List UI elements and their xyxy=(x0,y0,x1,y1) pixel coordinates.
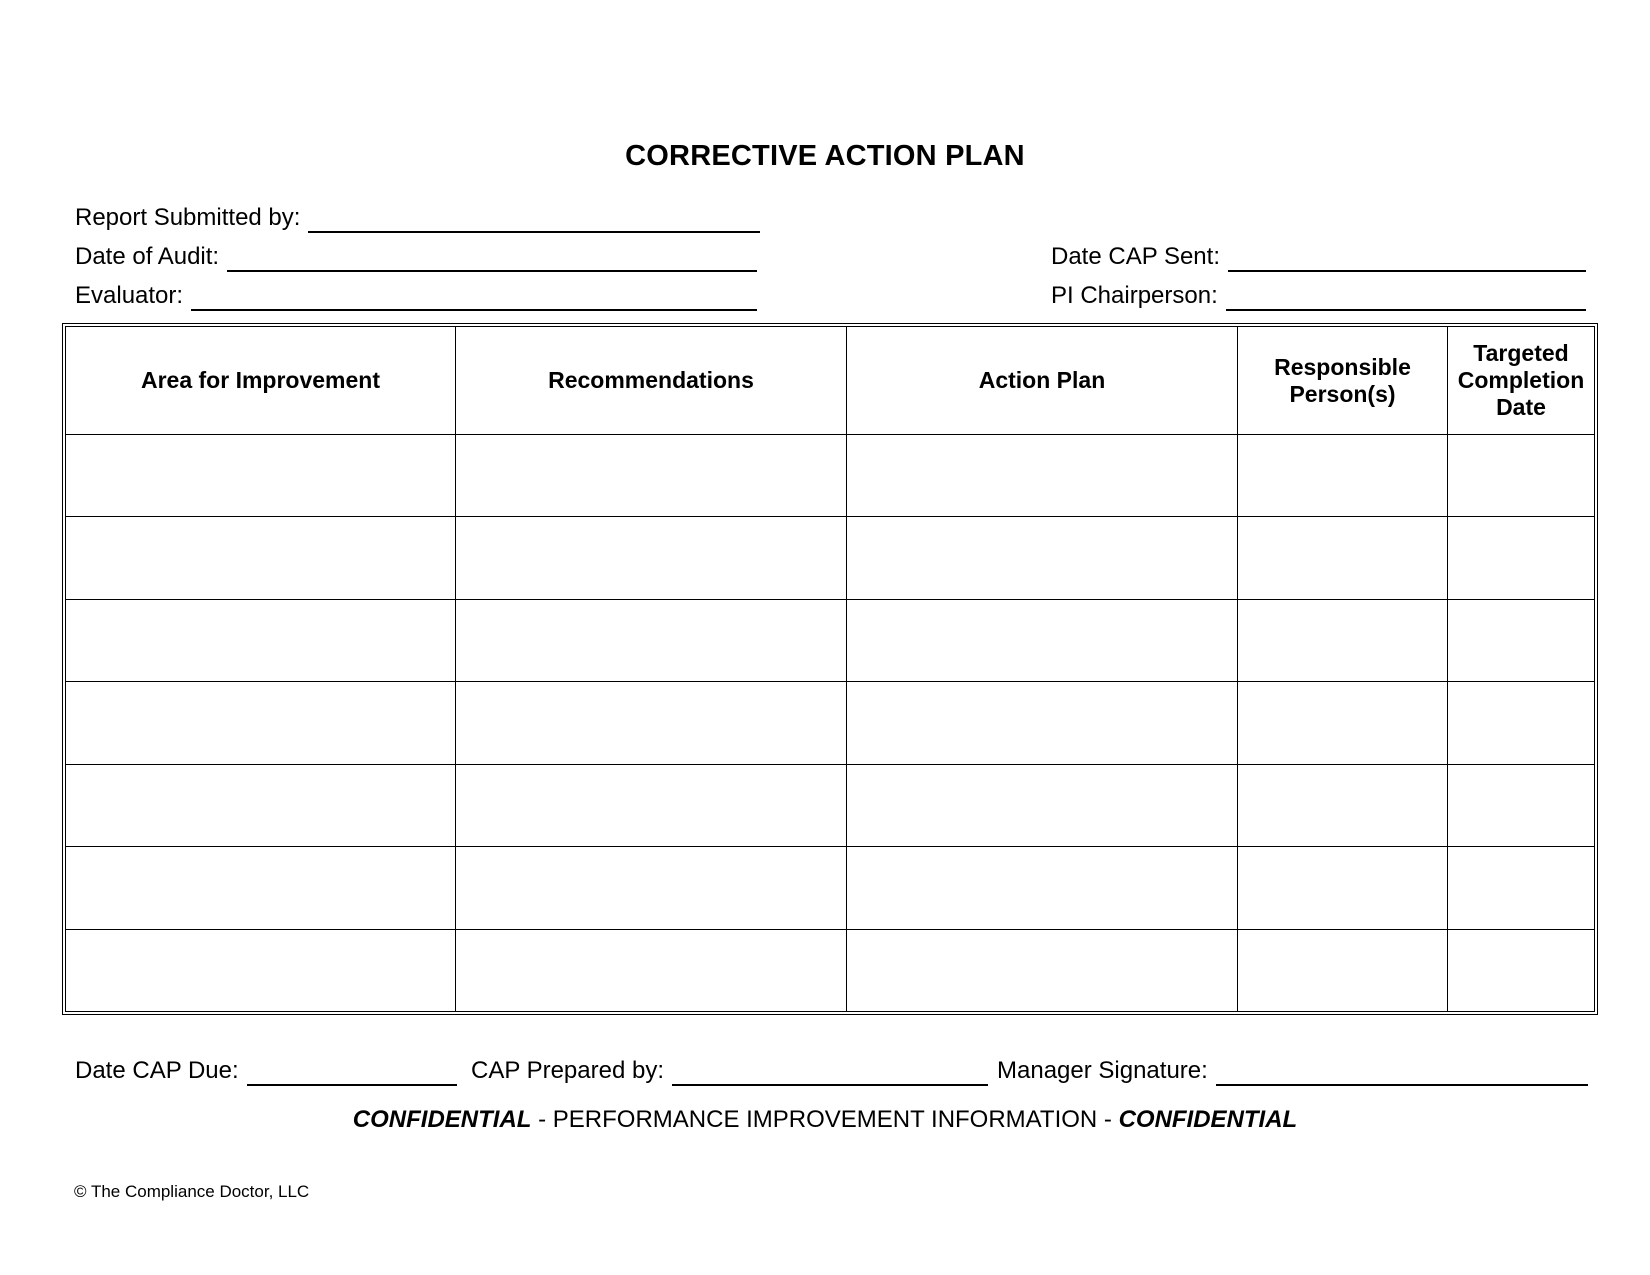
table-cell[interactable] xyxy=(847,682,1238,764)
report-submitted-by-input-line[interactable] xyxy=(308,209,760,233)
cap-prepared-by-input-line[interactable] xyxy=(672,1062,988,1086)
date-of-audit-input-line[interactable] xyxy=(227,248,757,272)
table-cell[interactable] xyxy=(1448,929,1595,1011)
table-row xyxy=(66,847,1595,929)
responsible-persons-label: Responsible Person(s) xyxy=(1274,353,1411,407)
column-header-responsible-persons xyxy=(1238,327,1448,435)
table-cell[interactable] xyxy=(1238,929,1448,1011)
copyright-notice: © The Compliance Doctor, LLC xyxy=(74,1182,310,1201)
table-cell[interactable] xyxy=(1238,517,1448,599)
confidential-left: CONFIDENTIAL xyxy=(352,1106,532,1133)
column-header-area-for-improvement: Area for Improvement xyxy=(66,327,456,435)
table-header-row xyxy=(66,327,1595,435)
table-cell[interactable] xyxy=(66,517,456,599)
cap-prepared-by-field xyxy=(471,1056,988,1086)
corrective-action-table-frame xyxy=(62,323,1598,1015)
table-cell[interactable] xyxy=(1238,764,1448,846)
table-cell[interactable] xyxy=(66,847,456,929)
table-cell[interactable] xyxy=(66,929,456,1011)
table-cell[interactable] xyxy=(847,517,1238,599)
cap-prepared-by-label: CAP Prepared by: xyxy=(471,1057,664,1084)
date-of-audit-field xyxy=(75,242,757,272)
manager-signature-input-line[interactable] xyxy=(1216,1062,1588,1086)
table-row xyxy=(66,599,1595,681)
table-cell[interactable] xyxy=(1238,682,1448,764)
date-of-audit-label: Date of Audit: xyxy=(75,243,220,270)
table-row xyxy=(66,682,1595,764)
table-cell[interactable] xyxy=(847,599,1238,681)
date-cap-due-input-line[interactable] xyxy=(247,1062,457,1086)
table-cell[interactable] xyxy=(456,517,847,599)
table-cell[interactable] xyxy=(66,435,456,517)
table-cell[interactable] xyxy=(66,764,456,846)
report-submitted-by-label: Report Submitted by: xyxy=(75,204,301,231)
report-submitted-by-field xyxy=(75,203,760,233)
date-cap-due-label: Date CAP Due: xyxy=(75,1057,239,1084)
column-header-targeted-completion-date xyxy=(1448,327,1595,435)
table-row xyxy=(66,764,1595,846)
column-header-action-plan: Action Plan xyxy=(847,327,1238,435)
table-row xyxy=(66,435,1595,517)
page-title: CORRECTIVE ACTION PLAN xyxy=(625,140,1025,172)
pi-chairperson-label: PI Chairperson: xyxy=(1051,282,1218,309)
evaluator-label: Evaluator: xyxy=(75,282,184,309)
table-cell[interactable] xyxy=(1448,517,1595,599)
manager-signature-label: Manager Signature: xyxy=(997,1057,1208,1084)
confidential-right: CONFIDENTIAL xyxy=(1118,1106,1298,1133)
table-cell[interactable] xyxy=(1448,599,1595,681)
targeted-completion-date-label: Targeted Completion Date xyxy=(1457,340,1585,420)
table-cell[interactable] xyxy=(1448,435,1595,517)
table-cell[interactable] xyxy=(847,435,1238,517)
corrective-action-table xyxy=(65,326,1595,1012)
evaluator-input-line[interactable] xyxy=(191,287,757,311)
table-cell[interactable] xyxy=(1238,435,1448,517)
table-cell[interactable] xyxy=(456,929,847,1011)
table-cell[interactable] xyxy=(1448,847,1595,929)
table-cell[interactable] xyxy=(847,847,1238,929)
table-cell[interactable] xyxy=(66,682,456,764)
confidential-notice xyxy=(0,1106,1650,1134)
date-cap-sent-label: Date CAP Sent: xyxy=(1051,243,1220,270)
table-cell[interactable] xyxy=(1448,682,1595,764)
table-cell[interactable] xyxy=(456,599,847,681)
manager-signature-field xyxy=(997,1056,1588,1086)
table-row xyxy=(66,517,1595,599)
table-cell[interactable] xyxy=(1448,764,1595,846)
table-cell[interactable] xyxy=(1238,847,1448,929)
pi-chairperson-input-line[interactable] xyxy=(1226,287,1586,311)
table-cell[interactable] xyxy=(1238,599,1448,681)
table-cell[interactable] xyxy=(456,435,847,517)
pi-chairperson-field xyxy=(1051,281,1586,311)
table-cell[interactable] xyxy=(66,599,456,681)
date-cap-due-field xyxy=(75,1056,457,1086)
table-cell[interactable] xyxy=(456,682,847,764)
table-row xyxy=(66,929,1595,1011)
table-cell[interactable] xyxy=(847,764,1238,846)
table-cell[interactable] xyxy=(847,929,1238,1011)
column-header-recommendations: Recommendations xyxy=(456,327,847,435)
table-cell[interactable] xyxy=(456,764,847,846)
confidential-middle: - PERFORMANCE IMPROVEMENT INFORMATION - xyxy=(531,1106,1119,1133)
date-cap-sent-field xyxy=(1051,242,1586,272)
table-cell[interactable] xyxy=(456,847,847,929)
date-cap-sent-input-line[interactable] xyxy=(1228,248,1586,272)
evaluator-field xyxy=(75,281,757,311)
